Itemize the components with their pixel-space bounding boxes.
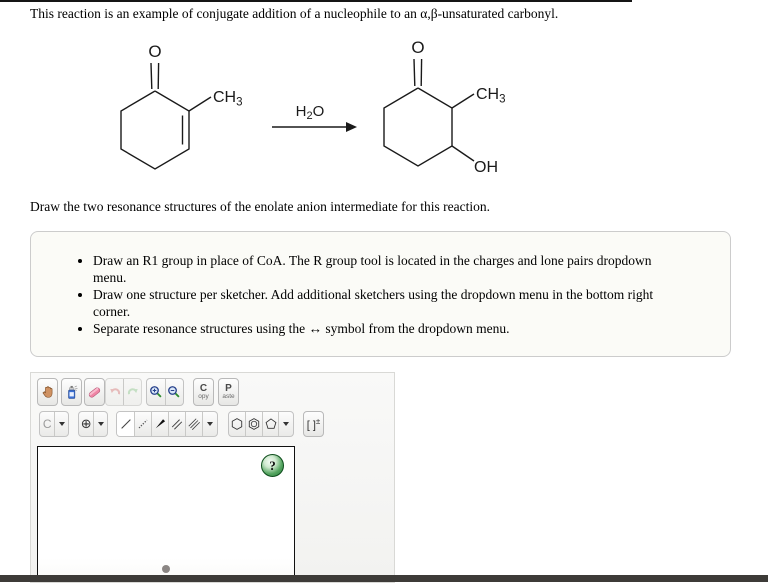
eraser-icon xyxy=(87,385,102,400)
undo-redo-group xyxy=(105,378,142,406)
reaction-scheme xyxy=(100,33,540,191)
atom-tool-group xyxy=(39,411,69,437)
product-hydroxyl-label: OH xyxy=(474,159,498,176)
product-structure xyxy=(384,59,474,166)
charge-tool-group xyxy=(78,411,108,437)
intro-text: This reaction is an example of conjugate addition of a nucleophile to an α,β-unsaturated carbonyl. xyxy=(30,6,750,22)
circled-plus-icon: ⊕ xyxy=(81,417,92,432)
wedge-bond-button[interactable] xyxy=(151,412,168,436)
zoom-out-icon xyxy=(167,385,181,399)
atom-dropdown-button[interactable] xyxy=(54,412,68,436)
prompt-text: Draw the two resonance structures of the enolate anion intermediate for this reaction. xyxy=(30,199,750,215)
charge-dropdown-button[interactable] xyxy=(93,412,107,436)
hexagon-ring-button[interactable] xyxy=(229,412,245,436)
bond-dropdown-button[interactable] xyxy=(202,412,217,436)
help-label: ? xyxy=(269,458,276,474)
bond-tool-group xyxy=(116,411,218,437)
bracket-tool-button[interactable] xyxy=(303,411,324,437)
clear-tool-button[interactable] xyxy=(61,378,82,406)
zoom-in-icon xyxy=(149,385,163,399)
pan-tool-button[interactable] xyxy=(37,378,58,406)
hexagon-ring-icon xyxy=(230,417,244,431)
canvas-atom-dot[interactable] xyxy=(162,565,170,573)
chevron-down-icon xyxy=(283,422,289,426)
reactant-carbonyl-o: O xyxy=(148,42,161,61)
pentagon-ring-button[interactable] xyxy=(262,412,278,436)
double-bond-button[interactable] xyxy=(168,412,185,436)
pentagon-ring-icon xyxy=(264,417,278,431)
instructions-box xyxy=(30,231,731,357)
spray-clear-icon xyxy=(64,385,79,400)
atom-carbon-label: C xyxy=(43,417,52,431)
help-button[interactable] xyxy=(261,454,284,477)
instruction-bullet: • Draw one structure per sketcher. Add additional sketchers using the dropdown menu in the bottom right corner. xyxy=(93,287,685,320)
single-bond-icon xyxy=(119,417,133,431)
ring-tool-group xyxy=(228,411,294,437)
wedge-bond-icon xyxy=(153,417,167,431)
triple-bond-button[interactable] xyxy=(185,412,202,436)
zoom-out-button[interactable] xyxy=(165,379,183,405)
copy-label: C opy xyxy=(198,384,208,401)
undo-arrow-icon xyxy=(108,385,122,399)
instruction-bullet: • Separate resonance structures using the ↔ symbol from the dropdown menu. xyxy=(93,321,685,338)
hashed-bond-icon xyxy=(136,417,150,431)
single-bond-button[interactable] xyxy=(117,412,134,436)
ring-dropdown-button[interactable] xyxy=(278,412,293,436)
instruction-bullet: • Draw an R1 group in place of CoA. The R group tool is located in the charges and lone pairs dropdown menu. xyxy=(93,253,685,286)
pan-hand-icon xyxy=(40,385,55,400)
bottom-bar xyxy=(0,575,768,582)
double-bond-icon xyxy=(170,417,184,431)
triple-bond-icon xyxy=(187,417,201,431)
reactant-structure xyxy=(121,63,211,169)
sketcher-canvas[interactable] xyxy=(37,446,295,583)
reaction-arrow xyxy=(272,122,357,132)
erase-tool-button[interactable] xyxy=(84,378,105,406)
zoom-in-button[interactable] xyxy=(147,379,165,405)
top-divider-line xyxy=(0,0,632,2)
chevron-down-icon xyxy=(59,422,65,426)
sketcher-panel xyxy=(30,372,395,583)
zoom-group xyxy=(146,378,184,406)
charge-plus-button[interactable] xyxy=(79,412,93,436)
reactant-methyl-label: $CH_3$ xyxy=(213,89,243,109)
chevron-down-icon xyxy=(207,422,213,426)
benzene-ring-button[interactable] xyxy=(245,412,261,436)
copy-button[interactable] xyxy=(193,378,214,406)
bracket-charge-icon: [ ]± xyxy=(307,417,321,432)
paste-button[interactable] xyxy=(218,378,239,406)
redo-arrow-icon xyxy=(126,385,140,399)
atom-carbon-button[interactable] xyxy=(40,412,54,436)
benzene-ring-icon xyxy=(247,417,261,431)
reagent-label: $H_2O$ xyxy=(296,103,325,122)
redo-button[interactable] xyxy=(123,379,141,405)
paste-label: P aste xyxy=(222,384,234,401)
undo-button[interactable] xyxy=(106,379,123,405)
hashed-bond-button[interactable] xyxy=(134,412,151,436)
chevron-down-icon xyxy=(98,422,104,426)
instructions-list xyxy=(31,253,730,338)
product-methyl-label: $CH_3$ xyxy=(476,86,506,106)
product-carbonyl-o: O xyxy=(411,38,424,57)
